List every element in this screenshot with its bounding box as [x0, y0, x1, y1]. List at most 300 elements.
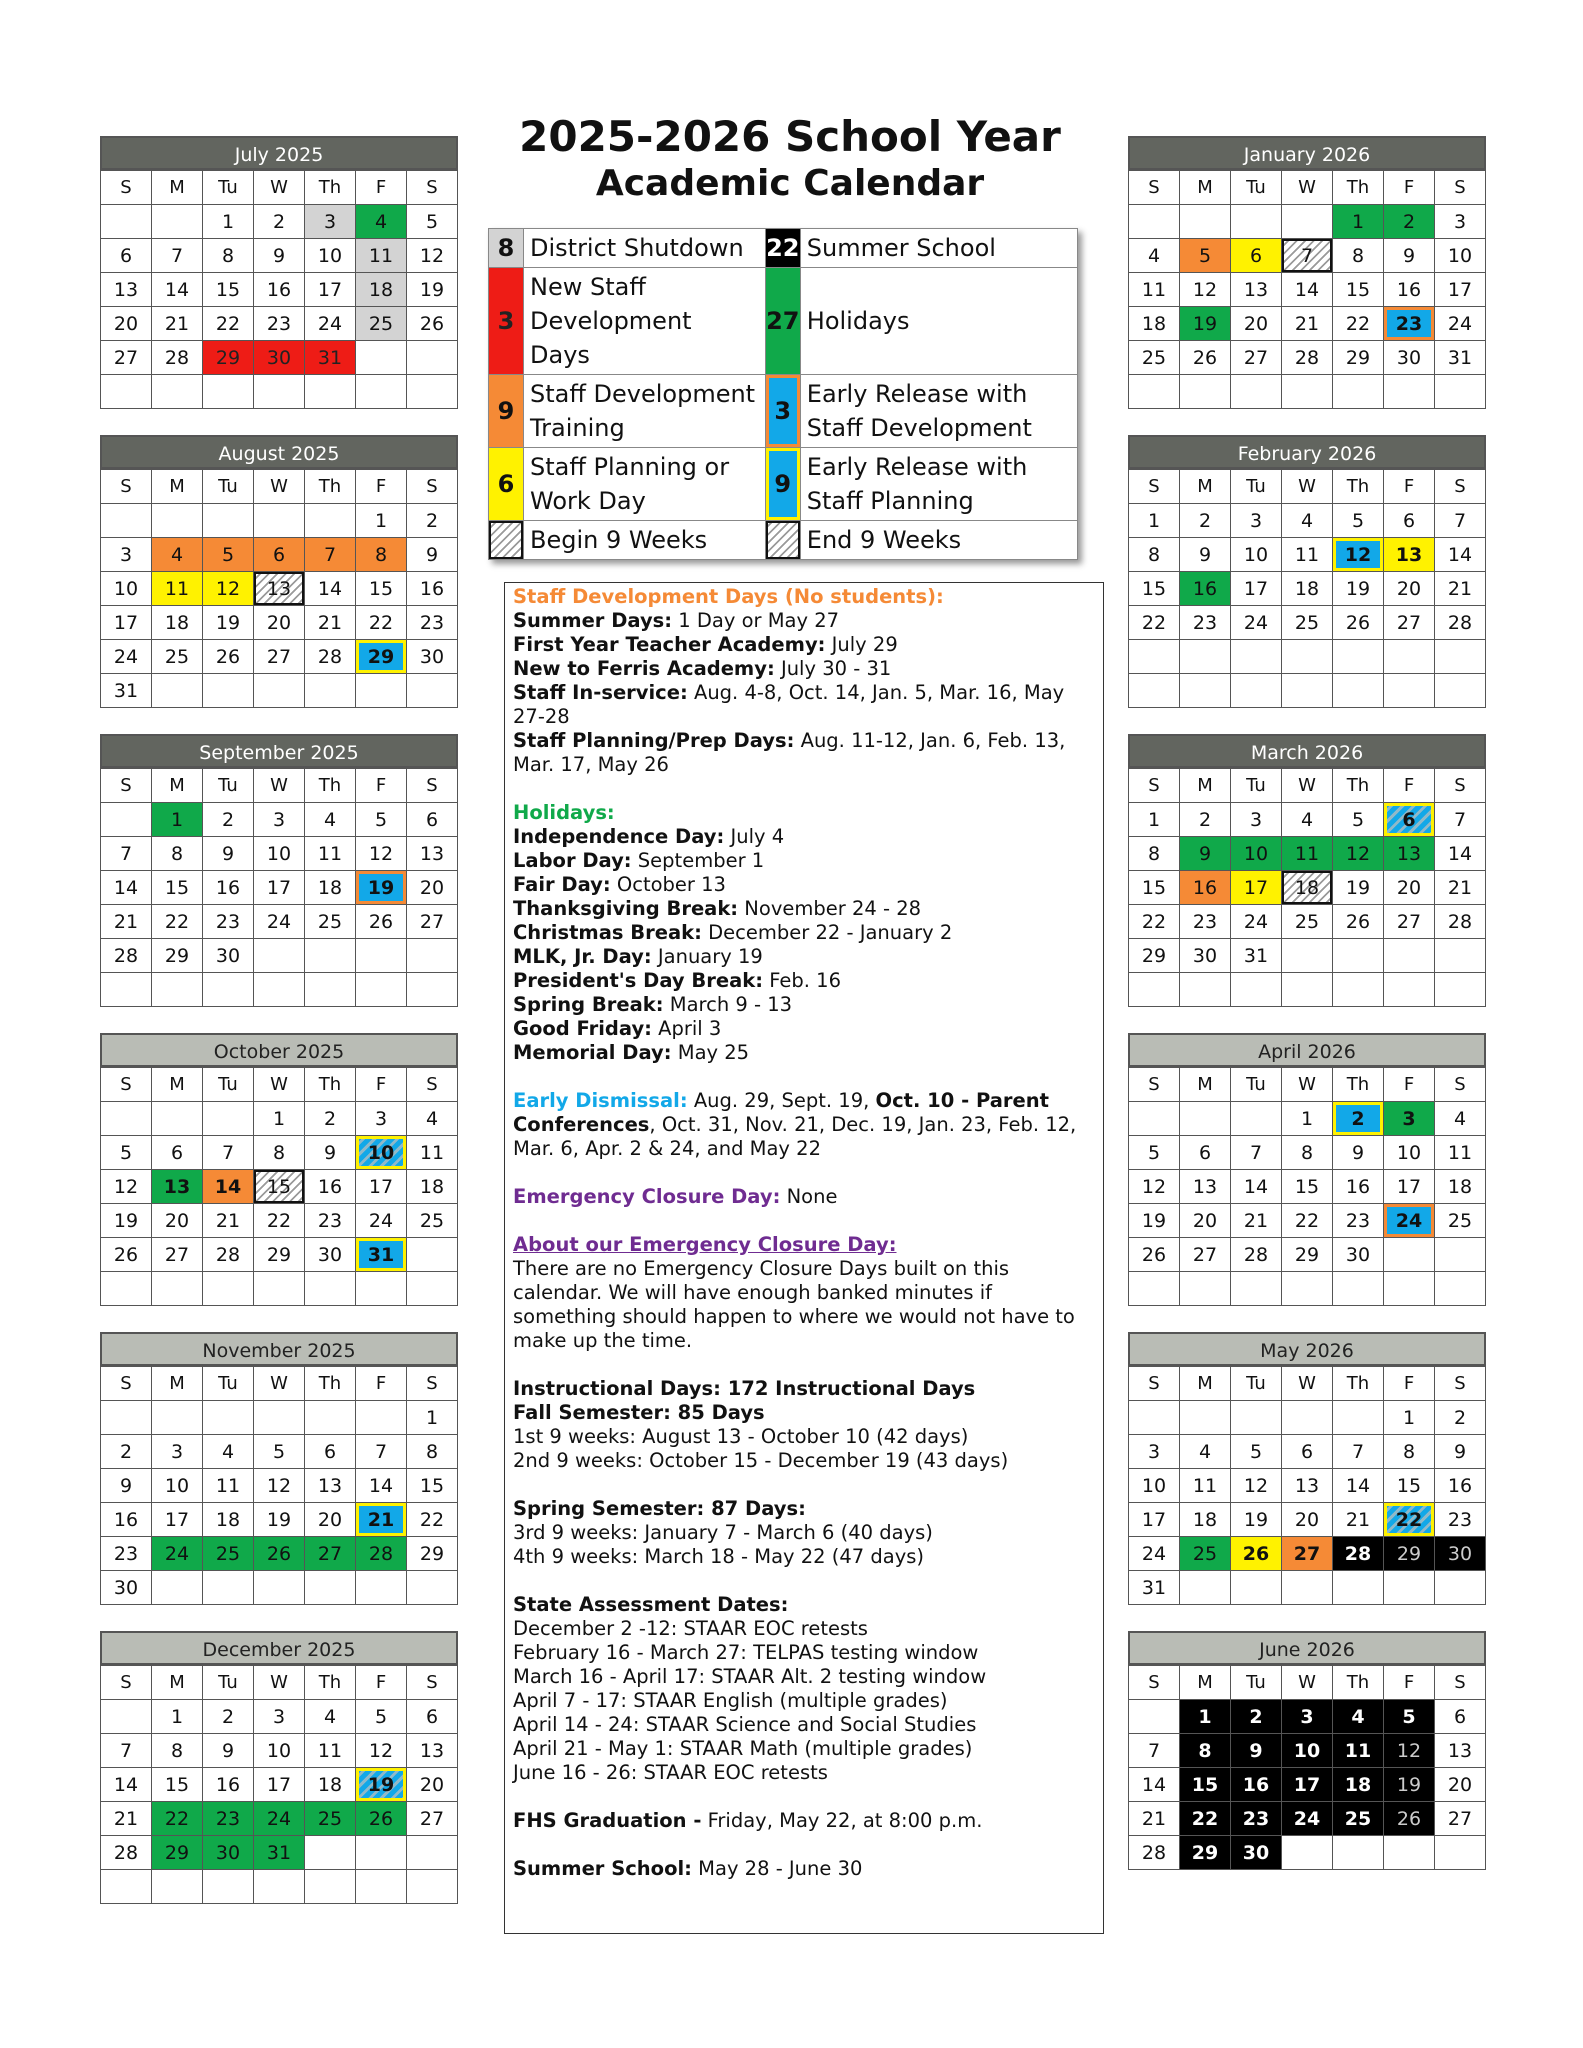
day-cell: 24 — [254, 905, 305, 939]
day-cell: 2 — [1435, 1401, 1486, 1435]
day-cell: 21 — [1435, 572, 1486, 606]
day-cell: 23 — [1384, 307, 1435, 341]
day-cell: 25 — [407, 1204, 458, 1238]
summer-school-value: May 28 - June 30 — [691, 1857, 863, 1880]
staff-dev-item-label: New to Ferris Academy: — [513, 657, 775, 680]
weekday-label: S — [1435, 769, 1486, 803]
state-assessment-item: December 2 -12: STAAR EOC retests — [513, 1617, 868, 1640]
weekday-label: S — [407, 1068, 458, 1102]
day-cell: 10 — [1435, 239, 1486, 273]
info-panel — [504, 582, 1104, 1934]
weekday-label: S — [1129, 1666, 1180, 1700]
day-cell: 6 — [1231, 239, 1282, 273]
day-cell: 14 — [1282, 273, 1333, 307]
graduation-label: FHS Graduation - — [513, 1809, 702, 1832]
day-cell: 27 — [1384, 905, 1435, 939]
month-title: June 2026 — [1128, 1631, 1486, 1665]
day-cell: 5 — [254, 1435, 305, 1469]
weekday-label: F — [1384, 470, 1435, 504]
day-cell: 8 — [1282, 1136, 1333, 1170]
day-cell: 16 — [1231, 1768, 1282, 1802]
day-cell: 24 — [305, 307, 356, 341]
day-cell: 7 — [1435, 504, 1486, 538]
day-cell: 1 — [1384, 1401, 1435, 1435]
day-cell: 6 — [152, 1136, 203, 1170]
day-cell: 23 — [1231, 1802, 1282, 1836]
day-cell: 15 — [1333, 273, 1384, 307]
week-row — [101, 871, 458, 905]
empty-day-cell — [101, 1272, 152, 1306]
holiday-item-label: Memorial Day: — [513, 1041, 672, 1064]
day-cell: 25 — [1435, 1204, 1486, 1238]
day-cell: 3 — [101, 538, 152, 572]
early-dismissal-text-c: , Oct. 31, Nov. 21, Dec. 19, Jan. 23, Feb. 12, Mar. 6, Apr. 2 & 24, and May 22 — [513, 1113, 1077, 1160]
day-cell: 24 — [356, 1204, 407, 1238]
holiday-item-value: May 25 — [671, 1041, 750, 1064]
legend-label-early-release-planning: Early Release with Staff Planning — [800, 448, 1077, 521]
weekday-label: F — [356, 1666, 407, 1700]
day-cell: 7 — [1282, 239, 1333, 273]
weekday-label: Th — [305, 1666, 356, 1700]
day-cell: 23 — [1180, 606, 1231, 640]
day-cell: 11 — [1282, 538, 1333, 572]
empty-day-cell — [1180, 674, 1231, 708]
month-october-2025 — [100, 1033, 458, 1306]
empty-day-cell — [1129, 205, 1180, 239]
day-cell: 9 — [254, 239, 305, 273]
weekday-label: S — [1129, 769, 1180, 803]
legend-label-staff-planning: Staff Planning or Work Day — [524, 448, 766, 521]
week-row — [101, 1836, 458, 1870]
legend-label-district-shutdown: District Shutdown — [524, 229, 766, 268]
day-cell: 24 — [1435, 307, 1486, 341]
week-row — [101, 504, 458, 538]
fall-1st-9-weeks: 1st 9 weeks: August 13 - October 10 (42 days) — [513, 1425, 969, 1448]
empty-day-cell — [101, 375, 152, 409]
day-cell: 30 — [1180, 939, 1231, 973]
day-cell: 13 — [101, 273, 152, 307]
legend-swatch-early-release-dev: 3 — [765, 375, 800, 448]
day-cell: 14 — [1231, 1170, 1282, 1204]
empty-day-cell — [203, 1272, 254, 1306]
month-title: November 2025 — [100, 1332, 458, 1366]
week-row — [101, 674, 458, 708]
day-cell: 5 — [1180, 239, 1231, 273]
day-cell: 1 — [1180, 1700, 1231, 1734]
day-cell: 12 — [203, 572, 254, 606]
empty-day-cell — [407, 375, 458, 409]
day-cell: 10 — [1231, 538, 1282, 572]
graduation-value: Friday, May 22, at 8:00 p.m. — [701, 1809, 983, 1832]
day-cell: 26 — [1180, 341, 1231, 375]
day-cell: 1 — [1282, 1102, 1333, 1136]
weekday-label: W — [254, 1367, 305, 1401]
week-row — [1129, 504, 1486, 538]
empty-day-cell — [1129, 640, 1180, 674]
empty-day-cell — [254, 1571, 305, 1605]
day-cell: 21 — [305, 606, 356, 640]
day-cell: 18 — [305, 871, 356, 905]
holiday-item-label: MLK, Jr. Day: — [513, 945, 652, 968]
empty-day-cell — [407, 1238, 458, 1272]
day-cell: 31 — [356, 1238, 407, 1272]
weekday-label: S — [1129, 171, 1180, 205]
weekday-label: W — [1282, 1367, 1333, 1401]
day-cell: 5 — [1231, 1435, 1282, 1469]
day-cell: 11 — [203, 1469, 254, 1503]
empty-day-cell — [1435, 640, 1486, 674]
holiday-item-label: Christmas Break: — [513, 921, 702, 944]
day-cell: 17 — [1282, 1768, 1333, 1802]
week-row — [101, 640, 458, 674]
empty-day-cell — [407, 1272, 458, 1306]
empty-day-cell — [356, 1272, 407, 1306]
day-cell: 15 — [1129, 871, 1180, 905]
week-row — [1129, 939, 1486, 973]
day-cell: 18 — [1333, 1768, 1384, 1802]
day-cell: 28 — [152, 341, 203, 375]
day-cell: 2 — [101, 1435, 152, 1469]
day-cell: 25 — [1129, 341, 1180, 375]
empty-day-cell — [1231, 1272, 1282, 1306]
weekday-label: Th — [305, 171, 356, 205]
empty-day-cell — [305, 1870, 356, 1904]
day-cell: 16 — [1180, 572, 1231, 606]
week-row — [1129, 1170, 1486, 1204]
day-cell: 9 — [1180, 538, 1231, 572]
empty-day-cell — [1180, 1401, 1231, 1435]
week-row — [1129, 341, 1486, 375]
legend-row — [489, 268, 1078, 375]
day-cell: 15 — [1282, 1170, 1333, 1204]
day-cell: 6 — [407, 1700, 458, 1734]
day-cell: 20 — [407, 1768, 458, 1802]
day-cell: 4 — [1282, 803, 1333, 837]
holiday-item-value: Feb. 16 — [763, 969, 841, 992]
day-cell: 10 — [1282, 1734, 1333, 1768]
empty-day-cell — [1333, 640, 1384, 674]
weekday-label: Tu — [203, 1367, 254, 1401]
day-cell: 1 — [356, 504, 407, 538]
day-cell: 16 — [1180, 871, 1231, 905]
week-row — [101, 1469, 458, 1503]
empty-day-cell — [254, 674, 305, 708]
holiday-item-label: Labor Day: — [513, 849, 632, 872]
day-cell: 16 — [101, 1503, 152, 1537]
day-cell: 22 — [1129, 606, 1180, 640]
week-row — [101, 1401, 458, 1435]
empty-day-cell — [1384, 973, 1435, 1007]
week-row — [101, 1537, 458, 1571]
day-cell: 5 — [407, 205, 458, 239]
day-cell: 3 — [254, 803, 305, 837]
weekday-label: F — [1384, 1068, 1435, 1102]
weekday-label: W — [1282, 769, 1333, 803]
month-grid — [100, 1665, 458, 1904]
weekday-label: W — [1282, 470, 1333, 504]
weekday-label: S — [1129, 1367, 1180, 1401]
legend-swatch-staff-dev-training: 9 — [489, 375, 524, 448]
empty-day-cell — [1231, 1571, 1282, 1605]
day-cell: 28 — [203, 1238, 254, 1272]
month-title: August 2025 — [100, 435, 458, 469]
empty-day-cell — [1435, 375, 1486, 409]
month-title: April 2026 — [1128, 1033, 1486, 1067]
weekday-header-row — [101, 769, 458, 803]
week-row — [1129, 803, 1486, 837]
day-cell: 1 — [203, 205, 254, 239]
week-row — [1129, 1136, 1486, 1170]
day-cell: 25 — [1333, 1802, 1384, 1836]
empty-day-cell — [1384, 674, 1435, 708]
week-row — [101, 803, 458, 837]
day-cell: 14 — [305, 572, 356, 606]
staff-dev-item-value: July 29 — [825, 633, 898, 656]
week-row — [1129, 1571, 1486, 1605]
month-grid — [100, 1067, 458, 1306]
day-cell: 26 — [407, 307, 458, 341]
day-cell: 1 — [254, 1102, 305, 1136]
day-cell: 6 — [1180, 1136, 1231, 1170]
empty-day-cell — [203, 504, 254, 538]
empty-day-cell — [152, 973, 203, 1007]
weekday-label: W — [254, 171, 305, 205]
weekday-label: W — [254, 769, 305, 803]
empty-day-cell — [101, 205, 152, 239]
month-december-2025 — [100, 1631, 458, 1904]
month-march-2026 — [1128, 734, 1486, 1007]
staff-dev-item-label: Staff Planning/Prep Days: — [513, 729, 795, 752]
empty-day-cell — [152, 504, 203, 538]
empty-day-cell — [1129, 375, 1180, 409]
weekday-label: M — [152, 1367, 203, 1401]
weekday-label: Th — [1333, 769, 1384, 803]
day-cell: 24 — [152, 1537, 203, 1571]
week-row — [101, 905, 458, 939]
day-cell: 19 — [1180, 307, 1231, 341]
day-cell: 28 — [1435, 606, 1486, 640]
weekday-label: M — [152, 1666, 203, 1700]
day-cell: 24 — [1231, 606, 1282, 640]
day-cell: 4 — [203, 1435, 254, 1469]
week-row — [101, 538, 458, 572]
empty-day-cell — [1282, 375, 1333, 409]
legend-label-new-staff: New Staff Development Days — [524, 268, 766, 375]
day-cell: 27 — [305, 1537, 356, 1571]
staff-dev-item — [513, 681, 1095, 729]
day-cell: 12 — [356, 837, 407, 871]
state-assessment-list — [513, 1617, 1095, 1785]
holidays-list — [513, 825, 1095, 1065]
day-cell: 4 — [152, 538, 203, 572]
day-cell: 29 — [1333, 341, 1384, 375]
day-cell: 9 — [101, 1469, 152, 1503]
day-cell: 2 — [203, 803, 254, 837]
legend-swatch-holidays: 27 — [765, 268, 800, 375]
weekday-label: F — [356, 171, 407, 205]
empty-day-cell — [1384, 1836, 1435, 1870]
day-cell: 19 — [101, 1204, 152, 1238]
day-cell: 19 — [1231, 1503, 1282, 1537]
holiday-item — [513, 1041, 1095, 1065]
week-row — [1129, 273, 1486, 307]
day-cell: 2 — [407, 504, 458, 538]
day-cell: 27 — [407, 905, 458, 939]
empty-day-cell — [203, 973, 254, 1007]
week-row — [101, 1136, 458, 1170]
day-cell: 22 — [1282, 1204, 1333, 1238]
empty-day-cell — [1384, 1272, 1435, 1306]
day-cell: 14 — [203, 1170, 254, 1204]
empty-day-cell — [1333, 674, 1384, 708]
day-cell: 24 — [1129, 1537, 1180, 1571]
holiday-item — [513, 993, 1095, 1017]
day-cell: 24 — [1384, 1204, 1435, 1238]
day-cell: 13 — [407, 1734, 458, 1768]
empty-day-cell — [152, 375, 203, 409]
day-cell: 21 — [1435, 871, 1486, 905]
legend-swatch-new-staff: 3 — [489, 268, 524, 375]
day-cell: 8 — [1129, 837, 1180, 871]
month-february-2026 — [1128, 435, 1486, 708]
holiday-item-label: Good Friday: — [513, 1017, 652, 1040]
legend-swatch-begin-9-weeks — [489, 521, 524, 560]
empty-day-cell — [1129, 1102, 1180, 1136]
empty-day-cell — [152, 674, 203, 708]
month-april-2026 — [1128, 1033, 1486, 1306]
day-cell: 15 — [254, 1170, 305, 1204]
weekday-label: S — [1435, 1666, 1486, 1700]
weekday-label: S — [1435, 1068, 1486, 1102]
weekday-label: S — [1435, 470, 1486, 504]
weekday-label: M — [152, 769, 203, 803]
day-cell: 20 — [1435, 1768, 1486, 1802]
month-november-2025 — [100, 1332, 458, 1605]
week-row — [1129, 1503, 1486, 1537]
empty-day-cell — [1384, 375, 1435, 409]
staff-dev-item-label: First Year Teacher Academy: — [513, 633, 826, 656]
day-cell: 13 — [1384, 538, 1435, 572]
day-cell: 18 — [203, 1503, 254, 1537]
day-cell: 23 — [1435, 1503, 1486, 1537]
week-row — [1129, 606, 1486, 640]
empty-day-cell — [152, 1401, 203, 1435]
emergency-value: None — [780, 1185, 838, 1208]
week-row — [1129, 1204, 1486, 1238]
day-cell: 3 — [1384, 1102, 1435, 1136]
day-cell: 12 — [1129, 1170, 1180, 1204]
legend-row — [489, 375, 1078, 448]
weekday-label: Tu — [1231, 171, 1282, 205]
day-cell: 17 — [305, 273, 356, 307]
day-cell: 20 — [254, 606, 305, 640]
right-calendar-column — [1128, 136, 1486, 1896]
holiday-item-value: October 13 — [610, 873, 726, 896]
holiday-item — [513, 945, 1095, 969]
empty-day-cell — [1435, 1836, 1486, 1870]
day-cell: 2 — [1180, 803, 1231, 837]
day-cell: 28 — [1129, 1836, 1180, 1870]
day-cell: 23 — [203, 905, 254, 939]
day-cell: 16 — [305, 1170, 356, 1204]
day-cell: 17 — [1129, 1503, 1180, 1537]
week-row — [1129, 871, 1486, 905]
empty-day-cell — [101, 1870, 152, 1904]
day-cell: 26 — [1384, 1802, 1435, 1836]
empty-day-cell — [203, 1571, 254, 1605]
empty-day-cell — [1180, 1102, 1231, 1136]
empty-day-cell — [1333, 939, 1384, 973]
spring-3rd-9-weeks: 3rd 9 weeks: January 7 - March 6 (40 days) — [513, 1521, 933, 1544]
day-cell: 26 — [356, 1802, 407, 1836]
holiday-item-value: January 19 — [651, 945, 763, 968]
holiday-item-label: Fair Day: — [513, 873, 611, 896]
weekday-label: M — [152, 171, 203, 205]
empty-day-cell — [1333, 1571, 1384, 1605]
day-cell: 9 — [1180, 837, 1231, 871]
day-cell: 10 — [1384, 1136, 1435, 1170]
weekday-label: Tu — [203, 470, 254, 504]
holiday-item-label: Independence Day: — [513, 825, 725, 848]
weekday-header-row — [101, 1367, 458, 1401]
weekday-label: S — [101, 1666, 152, 1700]
day-cell: 21 — [101, 905, 152, 939]
day-cell: 13 — [1231, 273, 1282, 307]
day-cell: 1 — [152, 803, 203, 837]
week-row — [1129, 1700, 1486, 1734]
weekday-label: M — [1180, 1367, 1231, 1401]
day-cell: 7 — [152, 239, 203, 273]
day-cell: 23 — [203, 1802, 254, 1836]
weekday-header-row — [1129, 769, 1486, 803]
day-cell: 20 — [1231, 307, 1282, 341]
day-cell: 18 — [305, 1768, 356, 1802]
weekday-label: W — [254, 470, 305, 504]
empty-day-cell — [1333, 1401, 1384, 1435]
weekday-header-row — [101, 1068, 458, 1102]
day-cell: 17 — [254, 1768, 305, 1802]
day-cell: 7 — [1129, 1734, 1180, 1768]
state-assessment-item: April 7 - 17: STAAR English (multiple grades) — [513, 1689, 948, 1712]
day-cell: 27 — [1180, 1238, 1231, 1272]
day-cell: 14 — [101, 871, 152, 905]
weekday-label: S — [407, 1666, 458, 1700]
empty-day-cell — [1282, 674, 1333, 708]
day-cell: 21 — [1282, 307, 1333, 341]
weekday-header-row — [1129, 1666, 1486, 1700]
weekday-label: S — [1435, 1367, 1486, 1401]
day-cell: 21 — [1231, 1204, 1282, 1238]
weekday-label: M — [1180, 1666, 1231, 1700]
day-cell: 15 — [152, 1768, 203, 1802]
day-cell: 8 — [1129, 538, 1180, 572]
empty-day-cell — [1231, 375, 1282, 409]
holiday-item-label: Spring Break: — [513, 993, 664, 1016]
day-cell: 26 — [1333, 905, 1384, 939]
day-cell: 27 — [1384, 606, 1435, 640]
empty-day-cell — [407, 674, 458, 708]
day-cell: 18 — [1435, 1170, 1486, 1204]
day-cell: 4 — [407, 1102, 458, 1136]
day-cell: 4 — [305, 1700, 356, 1734]
day-cell: 13 — [152, 1170, 203, 1204]
day-cell: 12 — [1333, 538, 1384, 572]
empty-day-cell — [1180, 1571, 1231, 1605]
day-cell: 20 — [1384, 572, 1435, 606]
empty-day-cell — [152, 205, 203, 239]
week-row — [101, 1802, 458, 1836]
day-cell: 22 — [407, 1503, 458, 1537]
